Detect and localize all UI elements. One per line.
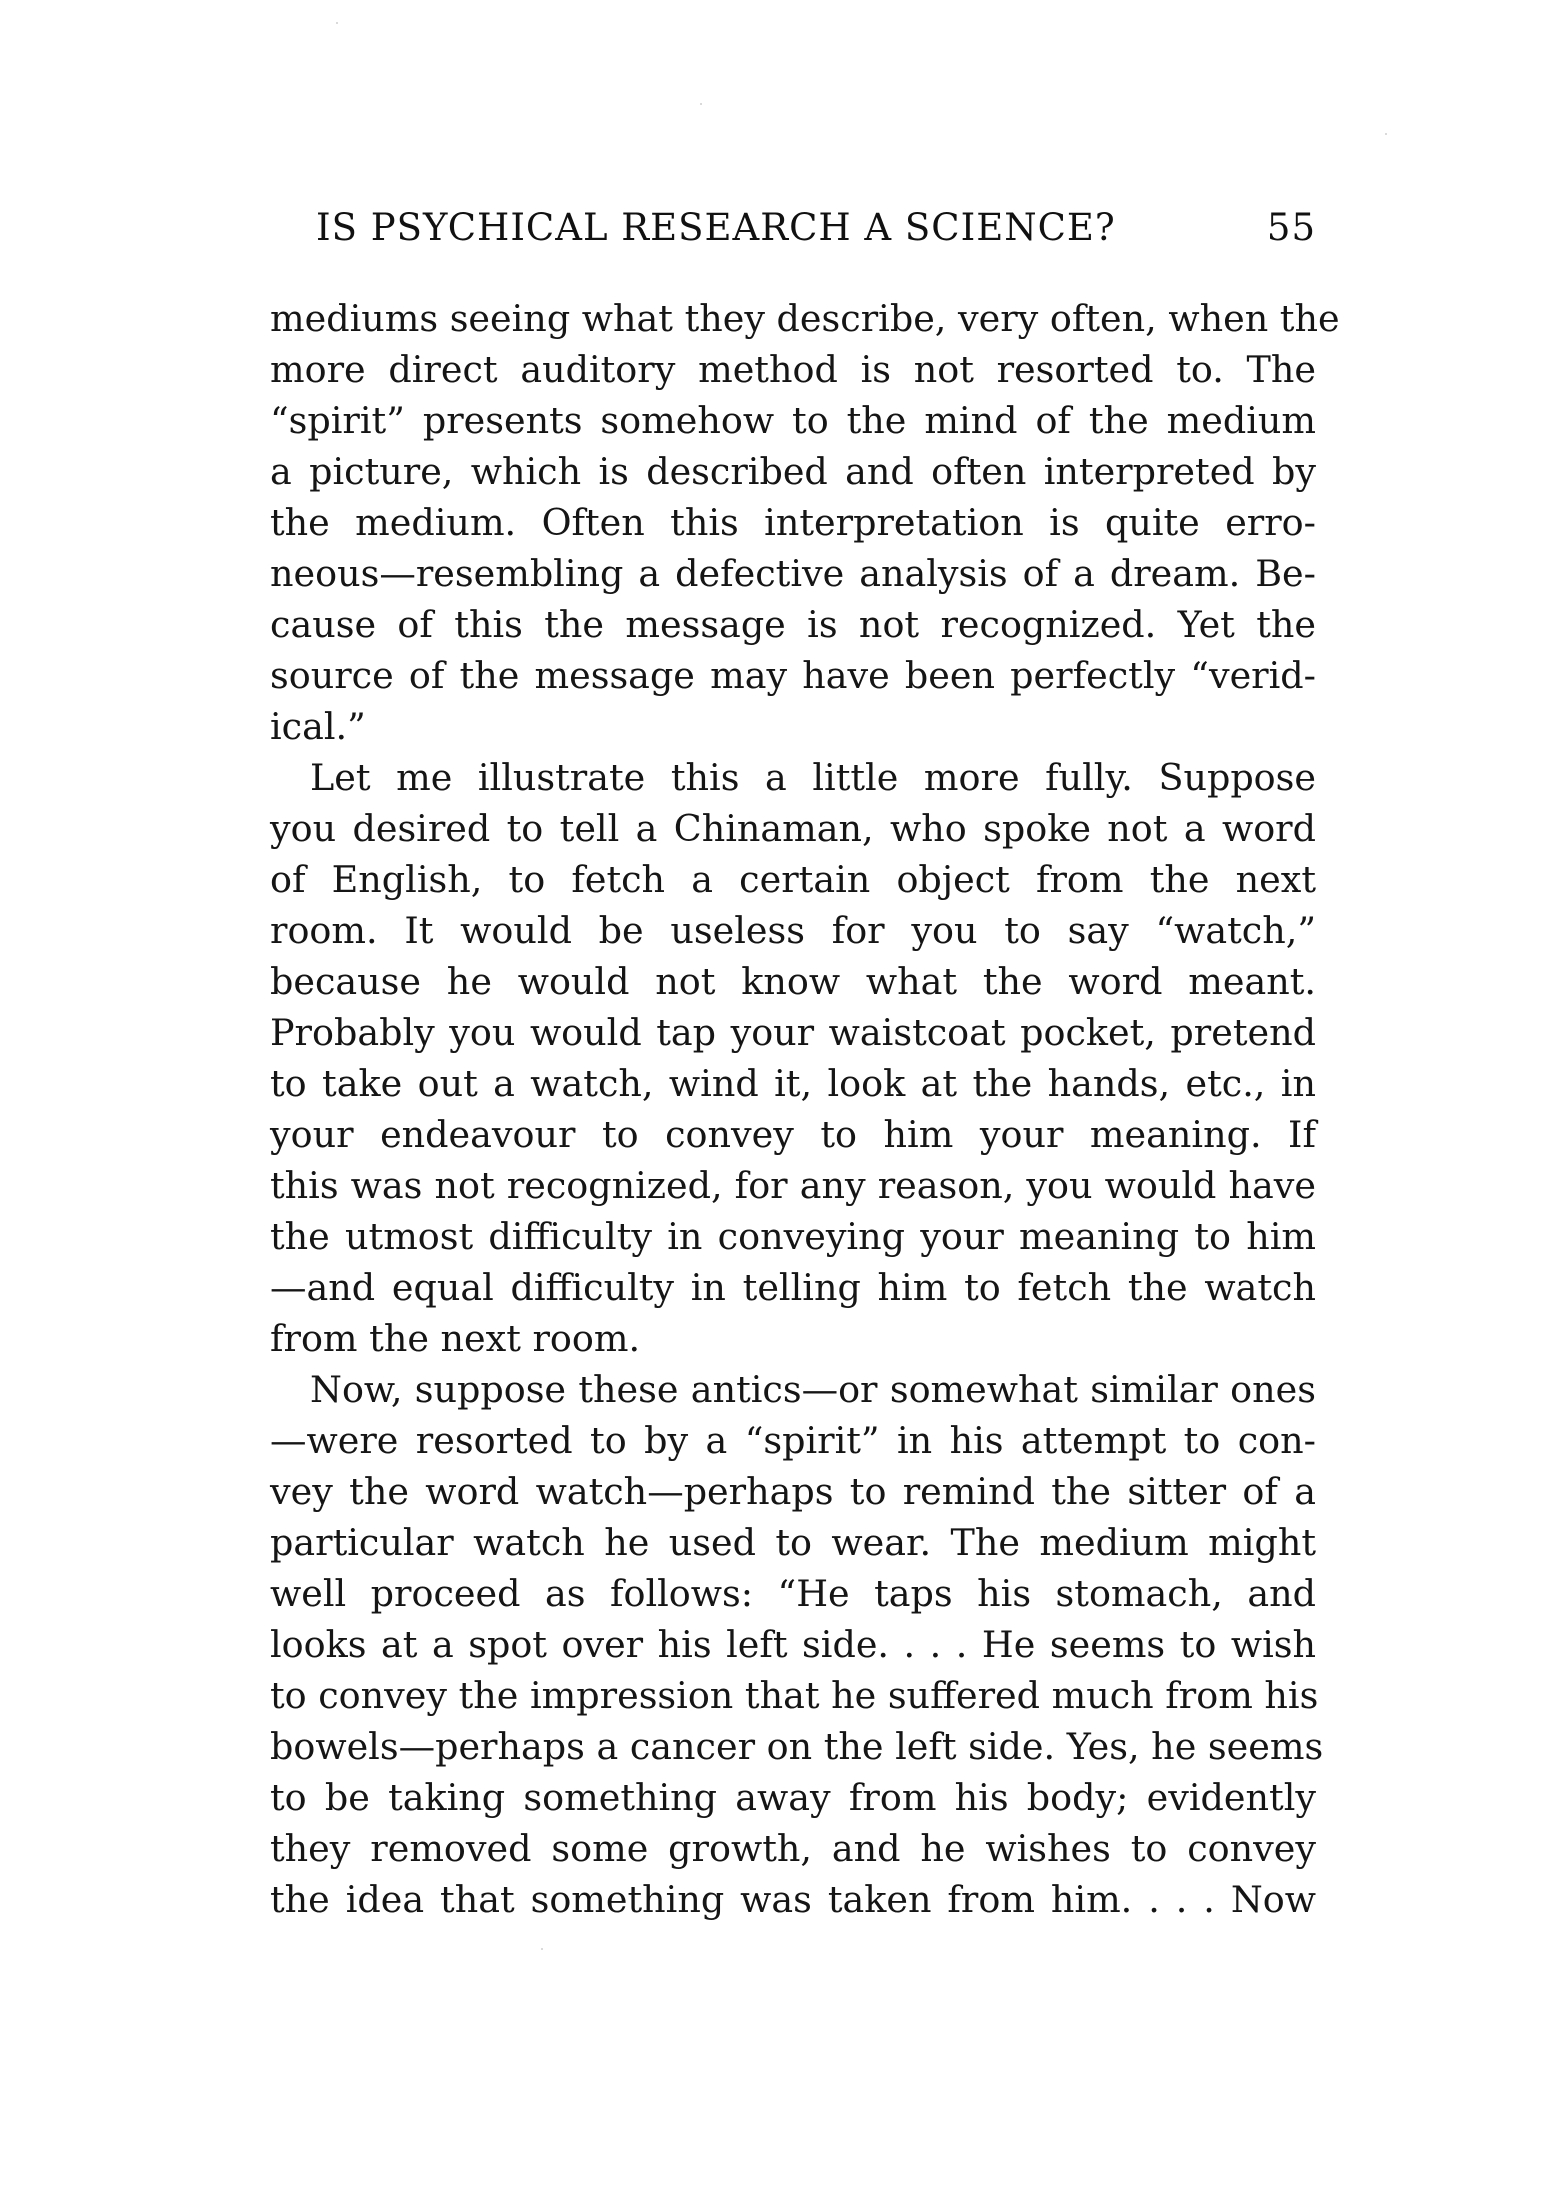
text-line: “spirit” presents somehow to the mind of the medium: [270, 399, 1316, 442]
text-line: particular watch he used to wear. The medium might: [270, 1521, 1316, 1564]
text-line: more direct auditory method is not resorted to. The: [270, 348, 1316, 391]
text-line: you desired to tell a Chinaman, who spoke not a word: [270, 807, 1316, 850]
text-line: ical.”: [270, 705, 366, 748]
body-text: [270, 293, 1340, 1925]
text-line: the medium. Often this interpretation is quite erro-: [270, 501, 1316, 544]
text-line: they removed some growth, and he wishes to convey: [270, 1827, 1316, 1870]
scan-speck: [336, 22, 338, 24]
text-line: vey the word watch—perhaps to remind the sitter of a: [270, 1470, 1316, 1513]
text-line: Let me illustrate this a little more fully. Suppose: [310, 756, 1316, 799]
scan-speck: [1385, 133, 1387, 135]
text-line: looks at a spot over his left side. . . . He seems to wish: [270, 1623, 1316, 1666]
text-line: mediums seeing what they describe, very often, when the: [270, 297, 1340, 340]
text-line: from the next room.: [270, 1317, 641, 1360]
text-line: —and equal difficulty in telling him to fetch the watch: [270, 1266, 1316, 1309]
text-line: the idea that something was taken from him. . . . Now: [270, 1878, 1316, 1921]
text-line: source of the message may have been perfectly “verid-: [270, 654, 1316, 697]
text-line: neous—resembling a defective analysis of a dream. Be-: [270, 552, 1316, 595]
text-line: to take out a watch, wind it, look at the hands, etc., in: [270, 1062, 1316, 1105]
text-line: your endeavour to convey to him your meaning. If: [270, 1113, 1316, 1156]
text-line: —were resorted to by a “spirit” in his attempt to con-: [270, 1419, 1316, 1462]
running-title: IS PSYCHICAL RESEARCH A SCIENCE?: [316, 206, 1116, 249]
scan-speck: [700, 103, 702, 105]
text-line: because he would not know what the word meant.: [270, 960, 1316, 1003]
text-line: bowels—perhaps a cancer on the left side. Yes, he seems: [270, 1725, 1324, 1768]
text-line: of English, to fetch a certain object from the next: [270, 858, 1316, 901]
text-line: well proceed as follows: “He taps his stomach, and: [270, 1572, 1316, 1615]
text-line: Now, suppose these antics—or somewhat similar ones: [310, 1368, 1316, 1411]
text-line: to convey the impression that he suffered much from his: [270, 1674, 1319, 1717]
text-line: room. It would be useless for you to say “watch,”: [270, 909, 1316, 952]
page-number: 55: [1266, 206, 1316, 249]
text-line: a picture, which is described and often interpreted by: [270, 450, 1316, 493]
text-line: the utmost difficulty in conveying your meaning to him: [270, 1215, 1316, 1258]
text-line: cause of this the message is not recognized. Yet the: [270, 603, 1316, 646]
text-line: Probably you would tap your waistcoat pocket, pretend: [270, 1011, 1316, 1054]
text-line: this was not recognized, for any reason, you would have: [270, 1164, 1316, 1207]
scan-speck: [541, 1948, 543, 1950]
running-head: [316, 206, 1316, 262]
text-line: to be taking something away from his body; evidently: [270, 1776, 1316, 1819]
